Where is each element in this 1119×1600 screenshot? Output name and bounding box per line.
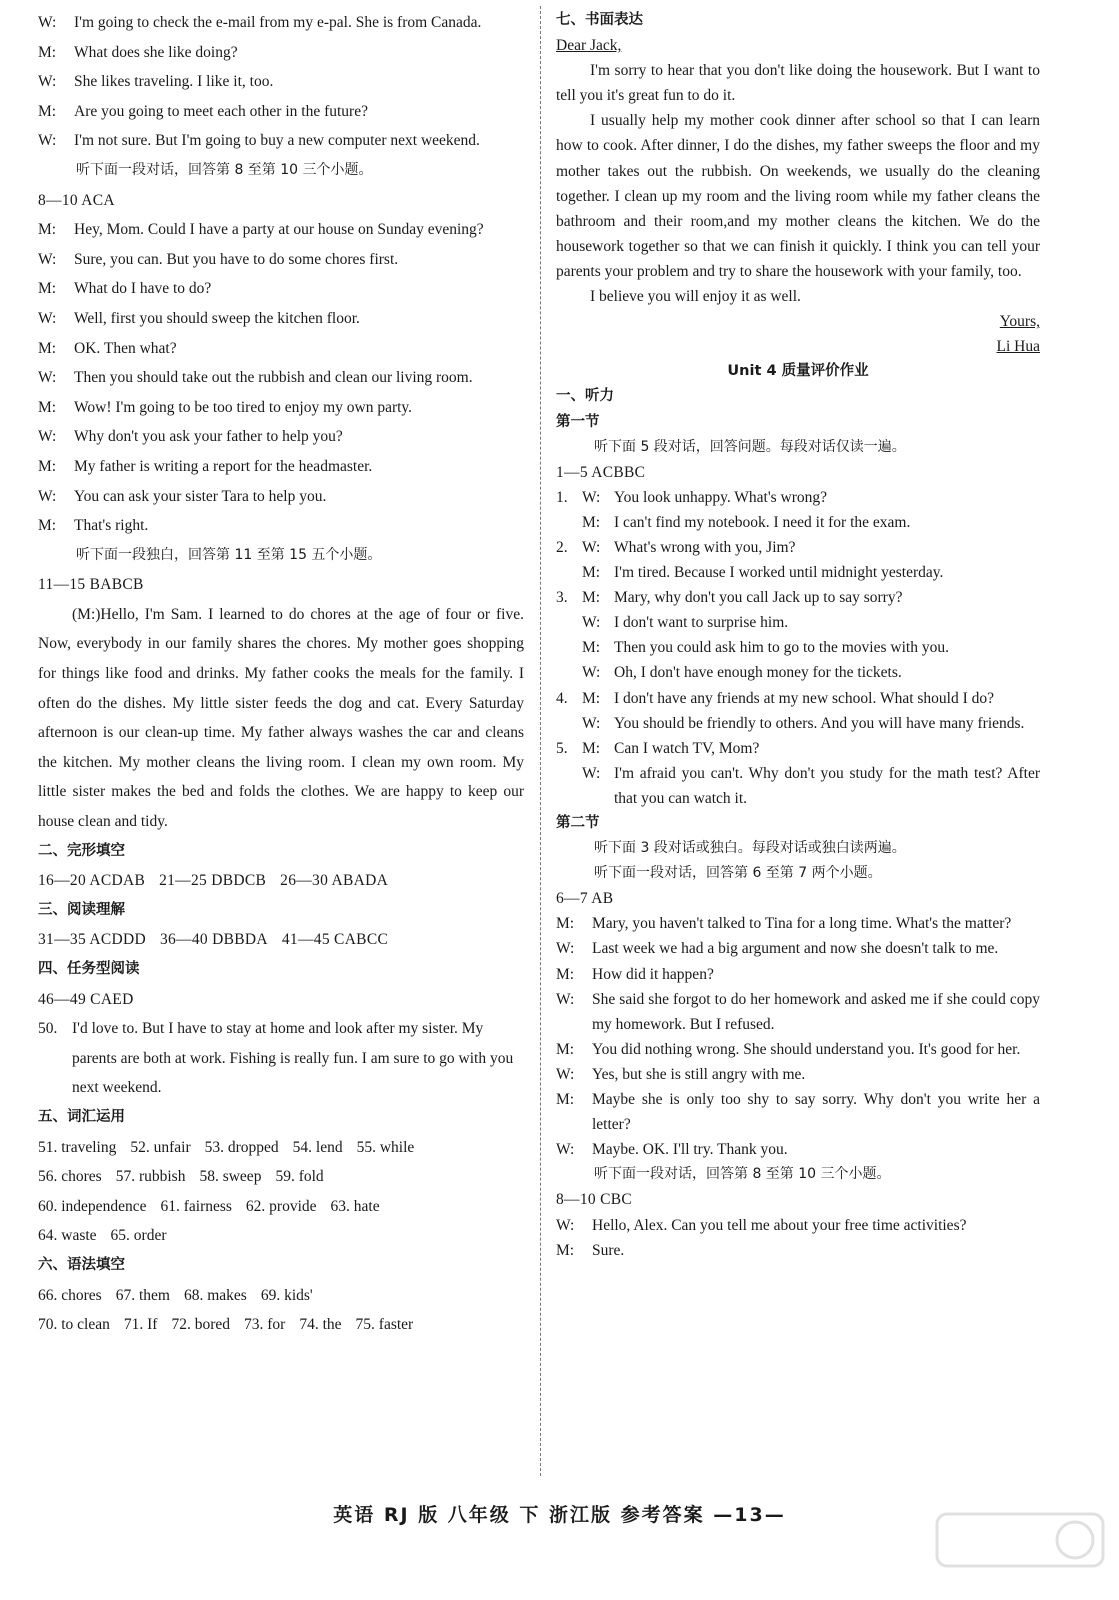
answer-row bbox=[38, 1221, 524, 1251]
speaker-label: M: bbox=[556, 1241, 575, 1259]
speaker-label: W: bbox=[38, 369, 57, 387]
answer-word: 52. unfair bbox=[130, 1138, 191, 1156]
signature-text: Li Hua bbox=[996, 338, 1040, 356]
dialogue-line bbox=[582, 711, 1040, 736]
dialogue-line bbox=[582, 635, 1040, 660]
dialogue-text: Can I watch TV, Mom? bbox=[614, 739, 760, 757]
answer-key: 8—10 ACA bbox=[38, 191, 115, 209]
speaker-label: M: bbox=[556, 1040, 575, 1058]
answer-key: 46—49 CAED bbox=[38, 990, 134, 1008]
answer-word: 53. dropped bbox=[204, 1138, 279, 1156]
answer-word: 61. fairness bbox=[160, 1197, 232, 1215]
dialogue-text: I'm not sure. But I'm going to buy a new computer next weekend. bbox=[74, 132, 480, 150]
section-heading: 一、听力 bbox=[556, 388, 614, 405]
answer-word: 71. If bbox=[123, 1316, 158, 1334]
letter-paragraph: I'm sorry to hear that you don't like doing the housework. But I want to tell you it's great fun to do it. bbox=[556, 62, 1040, 105]
left-column bbox=[38, 8, 524, 1340]
answer-word: 59. fold bbox=[275, 1168, 324, 1186]
letter-closing bbox=[556, 309, 1040, 334]
dialogue-line bbox=[556, 936, 1040, 961]
dialogue-text: Mary, why don't you call Jack up to say sorry? bbox=[614, 589, 903, 607]
dialogue-line bbox=[38, 422, 524, 452]
speaker-label: W: bbox=[556, 1065, 575, 1083]
answer-word: 62. provide bbox=[245, 1197, 317, 1215]
dialogue-line bbox=[38, 511, 524, 541]
speaker-label: W: bbox=[38, 14, 57, 31]
answer-key: 1—5 ACBBC bbox=[556, 463, 646, 481]
section-heading: 七、书面表达 bbox=[556, 12, 643, 28]
speaker-label: M: bbox=[582, 689, 601, 707]
answer-word: 74. the bbox=[299, 1316, 342, 1334]
dialogue-line bbox=[38, 393, 524, 423]
instruction: 听下面一段对话，回答第 6 至第 7 两个小题。 bbox=[594, 865, 882, 882]
speaker-label: W: bbox=[582, 538, 601, 556]
dialogue-text: You did nothing wrong. She should understand you. It's good for her. bbox=[592, 1040, 1021, 1058]
speaker-label: M: bbox=[38, 221, 57, 239]
listening-item bbox=[556, 686, 1040, 736]
dialogue-line bbox=[582, 761, 1040, 811]
dialogue-text: Hey, Mom. Could I have a party at our house on Sunday evening? bbox=[74, 221, 484, 239]
dialogue-line bbox=[582, 560, 1040, 585]
answer-word: 65. order bbox=[110, 1227, 167, 1245]
dialogue-text: Yes, but she is still angry with me. bbox=[592, 1065, 806, 1083]
dialogue-text: I don't want to surprise him. bbox=[614, 614, 789, 632]
dialogue-text: Mary, you haven't talked to Tina for a long time. What's the matter? bbox=[592, 915, 1012, 933]
dialogue-line bbox=[582, 660, 1040, 685]
listening-item bbox=[556, 485, 1040, 535]
dialogue-text: What do I have to do? bbox=[74, 280, 212, 298]
dialogue-line bbox=[556, 1213, 1040, 1238]
grammar-answers bbox=[38, 1281, 524, 1340]
dialogue-line bbox=[556, 987, 1040, 1037]
dialogue-text: I'm tired. Because I worked until midnight yesterday. bbox=[614, 564, 944, 582]
answer-word: 63. hate bbox=[330, 1197, 380, 1215]
question-number: 2. bbox=[556, 538, 568, 556]
speaker-label: W: bbox=[38, 73, 57, 91]
right-column bbox=[556, 8, 1040, 1263]
page-footer: 英语 RJ 版 八年级 下 浙江版 参考答案 —13— bbox=[333, 1504, 786, 1526]
answer-word: 54. lend bbox=[292, 1138, 343, 1156]
dialogue-text: How did it happen? bbox=[592, 965, 714, 983]
dialogue-text: I don't have any friends at my new school. What should I do? bbox=[614, 689, 995, 707]
dialogue-text: You should be friendly to others. And you will have many friends. bbox=[614, 714, 1025, 732]
item-dialogue bbox=[582, 535, 1040, 585]
answer-row bbox=[38, 866, 524, 896]
dialogue-text: She said she forgot to do her homework and asked me if she could copy my homework. But I refused. bbox=[592, 990, 1040, 1033]
dialogue-text: Maybe. OK. I'll try. Thank you. bbox=[592, 1141, 788, 1159]
dialogue-text: That's right. bbox=[74, 517, 149, 535]
answer-key: 8—10 CBC bbox=[556, 1191, 633, 1209]
question-number: 4. bbox=[556, 689, 568, 707]
speaker-label: W: bbox=[582, 664, 601, 682]
dialogue-line bbox=[38, 215, 524, 245]
question-number: 1. bbox=[556, 488, 568, 506]
dialogue-text: Sure. bbox=[592, 1241, 625, 1259]
dialogue-line bbox=[582, 585, 1040, 610]
dialogue-line bbox=[556, 1037, 1040, 1062]
answer-word: 51. traveling bbox=[38, 1138, 117, 1156]
speaker-label: W: bbox=[38, 250, 57, 268]
dialogue-text: You can ask your sister Tara to help you. bbox=[74, 487, 327, 505]
speaker-label: M: bbox=[556, 965, 575, 983]
answer-word: 67. them bbox=[115, 1286, 170, 1304]
speaker-label: M: bbox=[582, 564, 601, 582]
listening-item bbox=[556, 535, 1040, 585]
speaker-label: M: bbox=[582, 513, 601, 531]
dialogue-line bbox=[38, 274, 524, 304]
speaker-label: M: bbox=[38, 280, 57, 298]
speaker-label: M: bbox=[556, 1091, 575, 1109]
answer-row bbox=[38, 1310, 524, 1340]
answer-word: 70. to clean bbox=[38, 1316, 110, 1334]
item-dialogue bbox=[582, 686, 1040, 736]
monologue: (M:)Hello, I'm Sam. I learned to do chores at the age of four or five. Now, everybody in our family shares the chores. My mother goes shopping for things like food and drinks. My father cooks the meals for the family. I often do the dishes. My little sister feeds the dog and cat. Every Saturday afternoon is our clean-up time. My father always washes the car and cleans the kitchen. My mother cleans the living room. I clean my own room. My little sister makes the bed and folds the clothes. We are happy to keep our house clean and tidy. bbox=[38, 605, 524, 831]
dialogue-3 bbox=[556, 911, 1040, 1162]
answer-word: 66. chores bbox=[38, 1286, 102, 1304]
dialogue-text: Wow! I'm going to be too tired to enjoy my own party. bbox=[74, 398, 413, 416]
dialogue-text: I'm afraid you can't. Why don't you study for the math test? After that you can watch it. bbox=[614, 764, 1040, 807]
speaker-label: M: bbox=[38, 43, 57, 61]
speaker-label: M: bbox=[38, 457, 57, 475]
speaker-label: W: bbox=[556, 1216, 575, 1234]
answer-word: 64. waste bbox=[38, 1227, 97, 1245]
dialogue-line bbox=[38, 126, 524, 156]
dialogue-line bbox=[38, 304, 524, 334]
answer-word: 72. bored bbox=[171, 1316, 231, 1334]
answer-word: 75. faster bbox=[355, 1316, 414, 1334]
dialogue-1 bbox=[38, 8, 524, 156]
dialogue-line bbox=[556, 1137, 1040, 1162]
dialogue-line bbox=[38, 8, 524, 38]
dialogue-text: I'm going to check the e-mail from my e-pal. She is from Canada. bbox=[74, 14, 482, 31]
dialogue-text: My father is writing a report for the headmaster. bbox=[74, 457, 373, 475]
answer-50 bbox=[38, 1014, 524, 1103]
dialogue-text: What's wrong with you, Jim? bbox=[614, 538, 796, 556]
section-heading: 六、语法填空 bbox=[38, 1256, 125, 1273]
dialogue-line bbox=[556, 1087, 1040, 1137]
dialogue-text: Sure, you can. But you have to do some chores first. bbox=[74, 250, 399, 268]
dialogue-text: OK. Then what? bbox=[74, 339, 177, 357]
listening-items bbox=[556, 485, 1040, 811]
answer-row bbox=[38, 1133, 524, 1163]
dialogue-text: Well, first you should sweep the kitchen floor. bbox=[74, 309, 360, 327]
dialogue-line bbox=[582, 686, 1040, 711]
item-dialogue bbox=[582, 736, 1040, 811]
greeting-text: Dear Jack, bbox=[556, 37, 622, 55]
answer-key: 36—40 DBBDA bbox=[159, 931, 268, 949]
section-heading: 二、完形填空 bbox=[38, 842, 125, 859]
dialogue-line bbox=[582, 510, 1040, 535]
dialogue-line bbox=[556, 1238, 1040, 1263]
section-heading: 五、词汇运用 bbox=[38, 1108, 125, 1125]
letter-paragraph: I usually help my mother cook dinner after school so that I can learn how to cook. After dinner, I do the dishes, my father sweeps the floor and my mother takes out the rubbish. On weekends, we usually do the cleaning together. I clean up my room and the living room while my father cleans the bathroom and their room,and my mother cleans the kitchen. We do the housework together so that we can finish it quickly. I think you can tell your parents your problem and try to share the housework with your family, too. bbox=[556, 112, 1040, 280]
dialogue-text: Are you going to meet each other in the future? bbox=[74, 102, 368, 120]
letter-signature bbox=[556, 334, 1040, 359]
dialogue-line bbox=[38, 334, 524, 364]
dialogue-line bbox=[38, 38, 524, 68]
dialogue-text: I can't find my notebook. I need it for the exam. bbox=[614, 513, 911, 531]
section-heading: 三、阅读理解 bbox=[38, 901, 125, 918]
item-dialogue bbox=[582, 585, 1040, 685]
dialogue-line bbox=[38, 452, 524, 482]
speaker-label: W: bbox=[38, 428, 57, 446]
dialogue-line bbox=[556, 911, 1040, 936]
instruction: 听下面一段对话，回答第 8 至第 10 三个小题。 bbox=[594, 1166, 891, 1183]
dialogue-line bbox=[38, 363, 524, 393]
dialogue-line bbox=[38, 97, 524, 127]
section-heading: 四、任务型阅读 bbox=[38, 961, 140, 977]
speaker-label: W: bbox=[38, 487, 57, 505]
speaker-label: W: bbox=[38, 309, 57, 327]
dialogue-line bbox=[38, 482, 524, 512]
answer-word: 57. rubbish bbox=[115, 1168, 186, 1186]
letter-greeting bbox=[556, 33, 1040, 58]
dialogue-text: Then you should take out the rubbish and clean our living room. bbox=[74, 369, 473, 387]
dialogue-text: Then you could ask him to go to the movies with you. bbox=[614, 639, 949, 657]
speaker-label: W: bbox=[582, 764, 601, 782]
instruction: 听下面一段对话，回答第 8 至第 10 三个小题。 bbox=[76, 161, 373, 178]
speaker-label: W: bbox=[582, 488, 601, 506]
column-divider bbox=[540, 6, 542, 1476]
answer-key: 31—35 ACDDD bbox=[38, 931, 146, 949]
instruction: 听下面 5 段对话，回答问题。每段对话仅读一遍。 bbox=[594, 438, 906, 455]
answer-word: 58. sweep bbox=[199, 1168, 262, 1186]
question-number: 5. bbox=[556, 739, 568, 757]
speaker-label: M: bbox=[38, 517, 57, 535]
dialogue-line bbox=[582, 535, 1040, 560]
instruction: 听下面 3 段对话或独白。每段对话或独白读两遍。 bbox=[594, 840, 906, 857]
answer-word: 73. for bbox=[244, 1316, 286, 1334]
dialogue-text: You look unhappy. What's wrong? bbox=[614, 488, 828, 506]
vocab-answers bbox=[38, 1133, 524, 1251]
item-dialogue bbox=[582, 485, 1040, 535]
answer-word: 56. chores bbox=[38, 1168, 102, 1186]
answer-row bbox=[38, 1192, 524, 1222]
listening-item bbox=[556, 736, 1040, 811]
speaker-label: W: bbox=[556, 940, 575, 958]
dialogue-line bbox=[38, 245, 524, 275]
answer-word: 60. independence bbox=[38, 1197, 147, 1215]
dialogue-text: Maybe she is only too shy to say sorry. Why don't you write her a letter? bbox=[592, 1091, 1040, 1134]
answer-word: 69. kids' bbox=[260, 1286, 313, 1304]
speaker-label: W: bbox=[38, 132, 57, 150]
speaker-label: M: bbox=[582, 739, 601, 757]
answer-word: 68. makes bbox=[183, 1286, 247, 1304]
answer-word: 55. while bbox=[356, 1138, 415, 1156]
speaker-label: M: bbox=[38, 398, 57, 416]
answer-key: 21—25 DBDCB bbox=[159, 872, 267, 890]
dialogue-text: Oh, I don't have enough money for the tickets. bbox=[614, 664, 902, 682]
speaker-label: W: bbox=[556, 990, 575, 1008]
speaker-label: W: bbox=[582, 714, 601, 732]
dialogue-text: Last week we had a big argument and now she doesn't talk to me. bbox=[592, 940, 999, 958]
closing-text: Yours, bbox=[999, 313, 1040, 331]
dialogue-text: Hello, Alex. Can you tell me about your free time activities? bbox=[592, 1216, 967, 1234]
unit-title: Unit 4 质量评价作业 bbox=[727, 363, 869, 380]
dialogue-line bbox=[556, 962, 1040, 987]
dialogue-4 bbox=[556, 1213, 1040, 1263]
question-number: 50. bbox=[38, 1020, 58, 1038]
speaker-label: M: bbox=[556, 915, 575, 933]
answer-key: 41—45 CABCC bbox=[281, 931, 389, 949]
answer-row bbox=[38, 925, 524, 955]
answer-text: I'd love to. But I have to stay at home and look after my sister. My parents are both at work. Fishing is really fun. I am sure to go with you next weekend. bbox=[72, 1020, 514, 1097]
dialogue-text: She likes traveling. I like it, too. bbox=[74, 73, 274, 91]
speaker-label: M: bbox=[38, 339, 57, 357]
answer-row bbox=[38, 1162, 524, 1192]
speaker-label: M: bbox=[582, 589, 601, 607]
subsection-heading: 第一节 bbox=[556, 413, 600, 430]
answer-key: 26—30 ABADA bbox=[280, 872, 389, 890]
instruction: 听下面一段独白，回答第 11 至第 15 五个小题。 bbox=[76, 546, 382, 563]
question-number: 3. bbox=[556, 589, 568, 607]
watermark-logo bbox=[935, 1512, 1105, 1590]
speaker-label: M: bbox=[582, 639, 601, 657]
dialogue-2 bbox=[38, 215, 524, 541]
letter-paragraph: I believe you will enjoy it as well. bbox=[590, 288, 801, 306]
dialogue-line bbox=[556, 1062, 1040, 1087]
speaker-label: W: bbox=[582, 614, 601, 632]
dialogue-line bbox=[38, 67, 524, 97]
dialogue-line bbox=[582, 736, 1040, 761]
speaker-label: W: bbox=[556, 1141, 575, 1159]
listening-item bbox=[556, 585, 1040, 685]
subsection-heading: 第二节 bbox=[556, 815, 600, 831]
dialogue-text: Why don't you ask your father to help you? bbox=[74, 428, 343, 446]
answer-row bbox=[38, 1281, 524, 1311]
dialogue-line bbox=[582, 485, 1040, 510]
dialogue-line bbox=[582, 610, 1040, 635]
answer-key: 6—7 AB bbox=[556, 890, 614, 908]
dialogue-text: What does she like doing? bbox=[74, 43, 238, 61]
speaker-label: M: bbox=[38, 102, 57, 120]
answer-key: 16—20 ACDAB bbox=[38, 872, 146, 890]
answer-key: 11—15 BABCB bbox=[38, 576, 144, 594]
